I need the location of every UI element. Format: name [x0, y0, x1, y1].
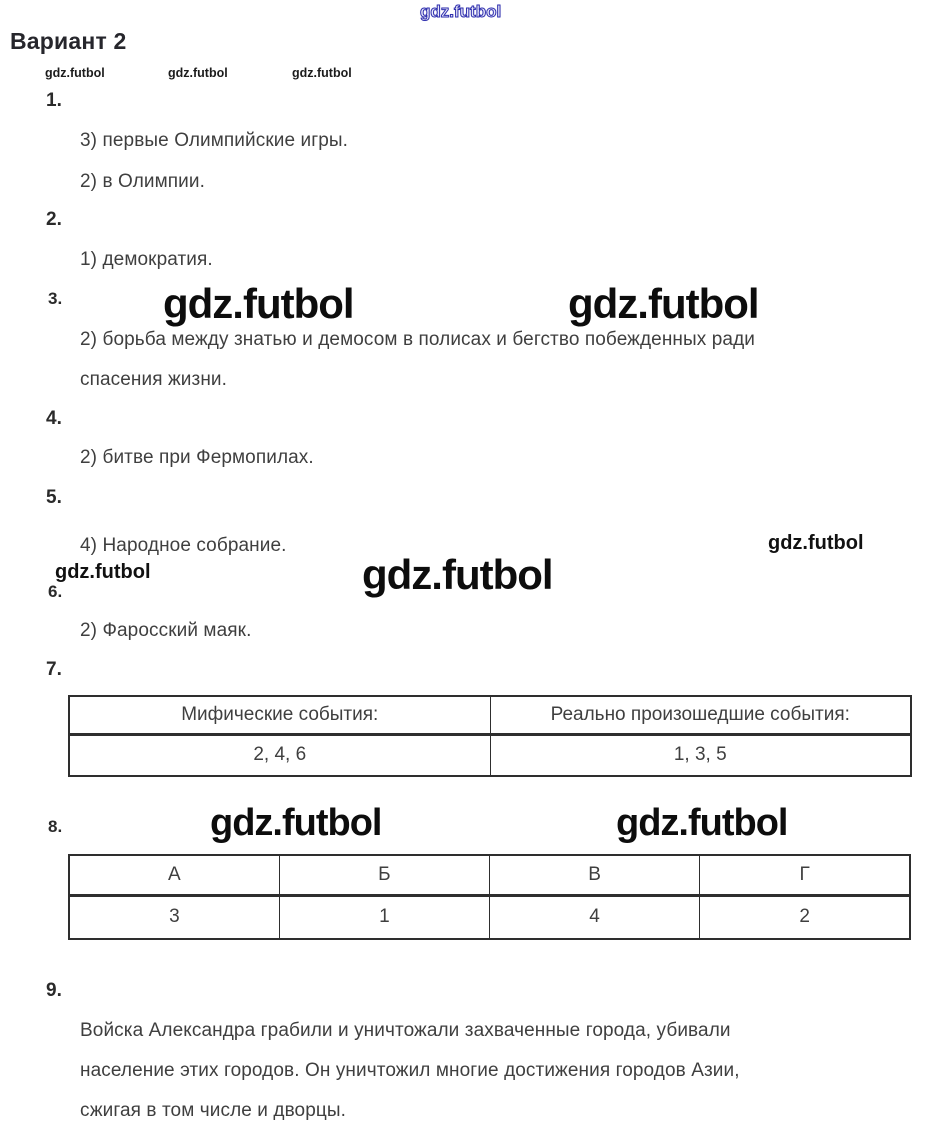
answer-line: 2) борьба между знатью и демосом в полисах и бегство побежденных ради [80, 329, 755, 350]
answer-line: 2) Фаросский маяк. [80, 620, 252, 641]
site-watermark: gdz.futbol [168, 66, 228, 80]
item-number-3: 3. [48, 289, 63, 308]
answer-line: Войска Александра грабили и уничтожали захваченные города, убивали [80, 1020, 731, 1041]
answer-line: 3) первые Олимпийские игры. [80, 130, 349, 151]
site-watermark-large: gdz.futbol [568, 280, 759, 327]
item-number-2: 2. [46, 209, 62, 230]
answer-line: спасения жизни. [80, 369, 228, 390]
site-watermark: gdz.futbol [55, 561, 151, 583]
table-cell: 2 [700, 895, 910, 939]
table-header-cell: Реально произошедшие события: [490, 696, 911, 734]
answer-line: 4) Народное собрание. [80, 535, 287, 556]
site-watermark: gdz.futbol [292, 66, 352, 80]
table-header-row [69, 696, 911, 734]
answer-line: 2) битве при Фермопилах. [80, 447, 314, 468]
table-row [69, 895, 910, 939]
table-cell: 2, 4, 6 [69, 734, 490, 776]
events-table [68, 695, 912, 777]
table-cell: 1, 3, 5 [490, 734, 911, 776]
site-watermark: gdz.futbol [768, 532, 864, 554]
matching-table [68, 854, 911, 940]
site-watermark-top: gdz.futbol [420, 2, 502, 21]
answer-line: население этих городов. Он уничтожил многие достижения городов Азии, [80, 1060, 740, 1081]
table-header-cell: Г [700, 855, 910, 895]
site-watermark-large: gdz.futbol [210, 802, 382, 844]
table-header-cell: Мифические события: [69, 696, 490, 734]
table-header-cell: В [489, 855, 699, 895]
page-title: Вариант 2 [10, 28, 127, 54]
answer-line: 2) в Олимпии. [80, 171, 205, 192]
table-header-cell: Б [279, 855, 489, 895]
table-header-row [69, 855, 910, 895]
answer-line: 1) демократия. [80, 249, 213, 270]
item-number-8: 8. [48, 817, 63, 836]
table-cell: 4 [489, 895, 699, 939]
table-row [69, 734, 911, 776]
item-number-1: 1. [46, 90, 62, 111]
item-number-4: 4. [46, 408, 62, 429]
site-watermark-large: gdz.futbol [616, 802, 788, 844]
item-number-9: 9. [46, 980, 62, 1001]
item-number-5: 5. [46, 487, 62, 508]
item-number-6: 6. [48, 582, 63, 601]
table-header-cell: А [69, 855, 279, 895]
site-watermark: gdz.futbol [45, 66, 105, 80]
item-number-7: 7. [46, 659, 62, 680]
table-cell: 1 [279, 895, 489, 939]
site-watermark-large: gdz.futbol [362, 551, 553, 598]
site-watermark-large: gdz.futbol [163, 280, 354, 327]
table-cell: 3 [69, 895, 279, 939]
answer-line: сжигая в том числе и дворцы. [80, 1100, 347, 1121]
